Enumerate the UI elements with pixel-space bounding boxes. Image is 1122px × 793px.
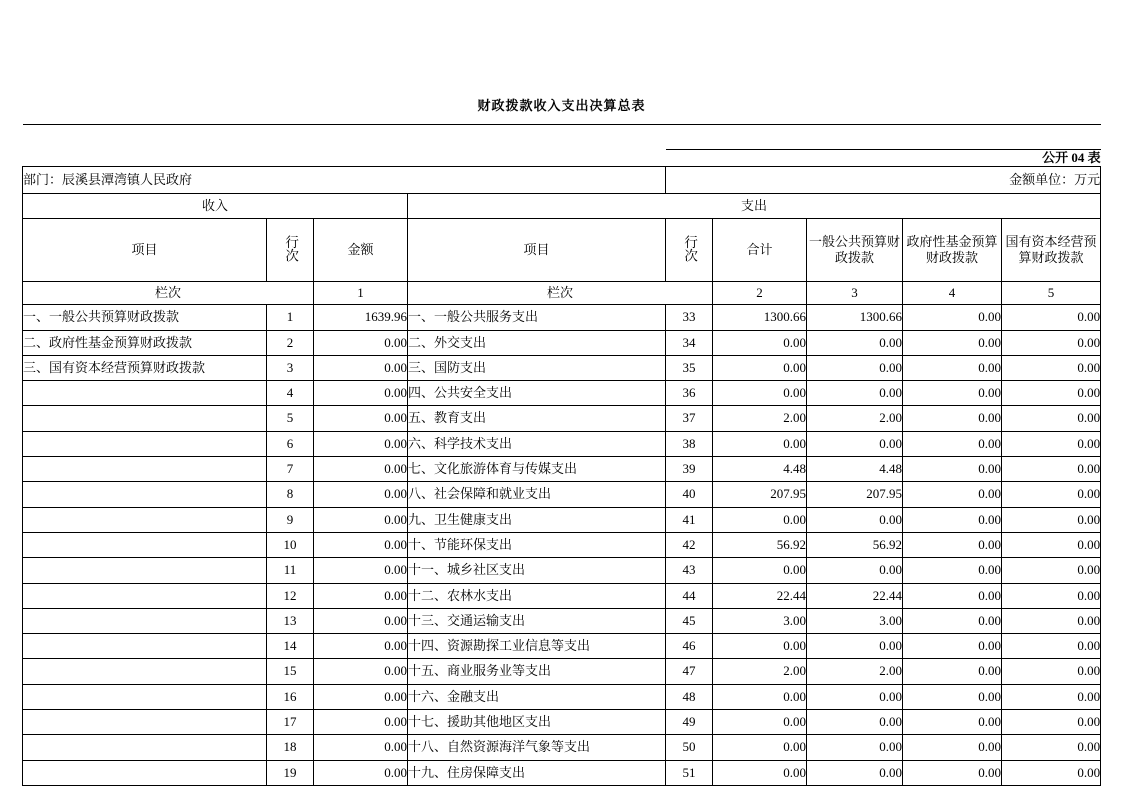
expense-rownum: 44 xyxy=(666,583,713,608)
expense-item: 十五、商业服务业等支出 xyxy=(408,659,666,684)
expense-fund: 0.00 xyxy=(903,406,1002,431)
amount-unit: 金额单位：万元 xyxy=(666,167,1101,194)
table-row xyxy=(23,381,1101,406)
group-header-row xyxy=(23,194,1101,219)
table-row xyxy=(23,583,1101,608)
header-income-amount: 金额 xyxy=(314,219,408,282)
expense-capital: 0.00 xyxy=(1002,608,1101,633)
header-income-item: 项目 xyxy=(23,219,267,282)
income-item xyxy=(23,583,267,608)
expense-total: 0.00 xyxy=(713,634,807,659)
expense-item: 十八、自然资源海洋气象等支出 xyxy=(408,735,666,760)
column-number-expense-fund: 4 xyxy=(903,282,1002,305)
table-row xyxy=(23,659,1101,684)
expense-item: 十、节能环保支出 xyxy=(408,532,666,557)
group-income: 收入 xyxy=(23,194,408,219)
expense-capital: 0.00 xyxy=(1002,330,1101,355)
expense-rownum: 35 xyxy=(666,355,713,380)
expense-total: 0.00 xyxy=(713,507,807,532)
expense-item: 十九、住房保障支出 xyxy=(408,760,666,785)
expense-general: 0.00 xyxy=(807,507,903,532)
expense-item: 四、公共安全支出 xyxy=(408,381,666,406)
column-label-right: 栏次 xyxy=(408,282,713,305)
income-rownum: 4 xyxy=(267,381,314,406)
income-item xyxy=(23,684,267,709)
expense-fund: 0.00 xyxy=(903,710,1002,735)
table-row xyxy=(23,457,1101,482)
expense-general: 3.00 xyxy=(807,608,903,633)
header-expense-rownum xyxy=(666,219,713,282)
expense-fund: 0.00 xyxy=(903,558,1002,583)
expense-total: 2.00 xyxy=(713,406,807,431)
expense-capital: 0.00 xyxy=(1002,583,1101,608)
expense-general: 0.00 xyxy=(807,431,903,456)
expense-capital: 0.00 xyxy=(1002,406,1101,431)
expense-fund: 0.00 xyxy=(903,735,1002,760)
table-row xyxy=(23,634,1101,659)
expense-rownum: 48 xyxy=(666,684,713,709)
column-number-row xyxy=(23,282,1101,305)
expense-fund: 0.00 xyxy=(903,305,1002,330)
header-expense-capital: 国有资本经营预算财政拨款 xyxy=(1002,219,1101,282)
expense-fund: 0.00 xyxy=(903,355,1002,380)
public-number-row xyxy=(23,150,1101,167)
income-amount: 1639.96 xyxy=(314,305,408,330)
income-amount: 0.00 xyxy=(314,381,408,406)
report-sheet xyxy=(22,88,1100,786)
expense-item: 十三、交通运输支出 xyxy=(408,608,666,633)
income-item: 二、政府性基金预算财政拨款 xyxy=(23,330,267,355)
expense-item: 十二、农林水支出 xyxy=(408,583,666,608)
expense-general: 0.00 xyxy=(807,355,903,380)
table-row xyxy=(23,608,1101,633)
income-amount: 0.00 xyxy=(314,532,408,557)
column-number-expense-general: 3 xyxy=(807,282,903,305)
expense-rownum: 41 xyxy=(666,507,713,532)
income-item xyxy=(23,735,267,760)
income-rownum: 19 xyxy=(267,760,314,785)
public-label-row xyxy=(23,125,1101,150)
financial-table xyxy=(22,88,1101,786)
public-table-number: 公开 04 表 xyxy=(1042,150,1101,165)
expense-fund: 0.00 xyxy=(903,457,1002,482)
expense-fund: 0.00 xyxy=(903,431,1002,456)
expense-item: 十一、城乡社区支出 xyxy=(408,558,666,583)
income-amount: 0.00 xyxy=(314,684,408,709)
department-name: 部门：辰溪县潭湾镇人民政府 xyxy=(23,167,666,194)
expense-rownum: 34 xyxy=(666,330,713,355)
expense-item: 七、文化旅游体育与传媒支出 xyxy=(408,457,666,482)
expense-total: 3.00 xyxy=(713,608,807,633)
expense-capital: 0.00 xyxy=(1002,710,1101,735)
table-row xyxy=(23,355,1101,380)
expense-item: 五、教育支出 xyxy=(408,406,666,431)
expense-item: 三、国防支出 xyxy=(408,355,666,380)
income-rownum: 9 xyxy=(267,507,314,532)
income-item xyxy=(23,532,267,557)
income-item xyxy=(23,608,267,633)
expense-rownum: 40 xyxy=(666,482,713,507)
income-amount: 0.00 xyxy=(314,558,408,583)
table-row xyxy=(23,330,1101,355)
income-rownum: 8 xyxy=(267,482,314,507)
income-item xyxy=(23,760,267,785)
expense-capital: 0.00 xyxy=(1002,684,1101,709)
column-header-row xyxy=(23,219,1101,282)
expense-rownum: 33 xyxy=(666,305,713,330)
expense-fund: 0.00 xyxy=(903,381,1002,406)
income-rownum: 16 xyxy=(267,684,314,709)
expense-general: 0.00 xyxy=(807,558,903,583)
expense-capital: 0.00 xyxy=(1002,735,1101,760)
expense-total: 0.00 xyxy=(713,558,807,583)
expense-total: 0.00 xyxy=(713,355,807,380)
expense-rownum: 38 xyxy=(666,431,713,456)
expense-capital: 0.00 xyxy=(1002,431,1101,456)
income-rownum: 12 xyxy=(267,583,314,608)
table-row xyxy=(23,406,1101,431)
expense-rownum: 45 xyxy=(666,608,713,633)
expense-total: 4.48 xyxy=(713,457,807,482)
expense-general: 2.00 xyxy=(807,406,903,431)
page-title: 财政拨款收入支出决算总表 xyxy=(23,88,1101,125)
expense-total: 0.00 xyxy=(713,735,807,760)
income-amount: 0.00 xyxy=(314,659,408,684)
expense-general: 0.00 xyxy=(807,381,903,406)
income-item xyxy=(23,710,267,735)
header-expense-item: 项目 xyxy=(408,219,666,282)
expense-general: 4.48 xyxy=(807,457,903,482)
expense-total: 2.00 xyxy=(713,659,807,684)
expense-general: 0.00 xyxy=(807,760,903,785)
expense-total: 0.00 xyxy=(713,381,807,406)
expense-total: 207.95 xyxy=(713,482,807,507)
expense-general: 0.00 xyxy=(807,634,903,659)
expense-fund: 0.00 xyxy=(903,507,1002,532)
expense-item: 十六、金融支出 xyxy=(408,684,666,709)
expense-fund: 0.00 xyxy=(903,608,1002,633)
income-rownum: 7 xyxy=(267,457,314,482)
income-rownum: 1 xyxy=(267,305,314,330)
expense-capital: 0.00 xyxy=(1002,355,1101,380)
expense-general: 207.95 xyxy=(807,482,903,507)
expense-capital: 0.00 xyxy=(1002,457,1101,482)
income-rownum: 11 xyxy=(267,558,314,583)
table-row xyxy=(23,684,1101,709)
blank-left-2 xyxy=(23,150,666,167)
expense-rownum: 36 xyxy=(666,381,713,406)
expense-fund: 0.00 xyxy=(903,482,1002,507)
expense-capital: 0.00 xyxy=(1002,381,1101,406)
expense-capital: 0.00 xyxy=(1002,507,1101,532)
expense-capital: 0.00 xyxy=(1002,305,1101,330)
income-rownum: 14 xyxy=(267,634,314,659)
income-rownum: 3 xyxy=(267,355,314,380)
column-label-left: 栏次 xyxy=(23,282,314,305)
income-item xyxy=(23,457,267,482)
expense-fund: 0.00 xyxy=(903,760,1002,785)
blank-left-1 xyxy=(23,125,666,150)
table-row xyxy=(23,431,1101,456)
expense-rownum: 46 xyxy=(666,634,713,659)
expense-general: 22.44 xyxy=(807,583,903,608)
header-expense-total: 合计 xyxy=(713,219,807,282)
column-number-expense-total: 2 xyxy=(713,282,807,305)
income-item xyxy=(23,659,267,684)
income-rownum: 10 xyxy=(267,532,314,557)
income-amount: 0.00 xyxy=(314,457,408,482)
expense-item: 一、一般公共服务支出 xyxy=(408,305,666,330)
income-item xyxy=(23,634,267,659)
income-amount: 0.00 xyxy=(314,735,408,760)
income-item xyxy=(23,482,267,507)
table-row xyxy=(23,710,1101,735)
expense-item: 六、科学技术支出 xyxy=(408,431,666,456)
income-amount: 0.00 xyxy=(314,608,408,633)
expense-fund: 0.00 xyxy=(903,330,1002,355)
expense-rownum: 37 xyxy=(666,406,713,431)
expense-total: 0.00 xyxy=(713,431,807,456)
expense-rownum: 43 xyxy=(666,558,713,583)
expense-total: 22.44 xyxy=(713,583,807,608)
expense-total: 56.92 xyxy=(713,532,807,557)
expense-capital: 0.00 xyxy=(1002,482,1101,507)
income-amount: 0.00 xyxy=(314,431,408,456)
expense-item: 八、社会保障和就业支出 xyxy=(408,482,666,507)
expense-capital: 0.00 xyxy=(1002,532,1101,557)
expense-fund: 0.00 xyxy=(903,532,1002,557)
table-row xyxy=(23,558,1101,583)
income-rownum: 15 xyxy=(267,659,314,684)
expense-total: 0.00 xyxy=(713,684,807,709)
expense-fund: 0.00 xyxy=(903,659,1002,684)
income-item xyxy=(23,406,267,431)
expense-rownum: 42 xyxy=(666,532,713,557)
column-number-expense-capital: 5 xyxy=(1002,282,1101,305)
income-item xyxy=(23,558,267,583)
income-item xyxy=(23,507,267,532)
header-expense-general: 一般公共预算财政拨款 xyxy=(807,219,903,282)
expense-rownum: 51 xyxy=(666,760,713,785)
table-row xyxy=(23,735,1101,760)
expense-total: 1300.66 xyxy=(713,305,807,330)
table-row xyxy=(23,482,1101,507)
expense-capital: 0.00 xyxy=(1002,558,1101,583)
income-item: 三、国有资本经营预算财政拨款 xyxy=(23,355,267,380)
expense-rownum: 47 xyxy=(666,659,713,684)
column-number-income-amount: 1 xyxy=(314,282,408,305)
expense-rownum: 39 xyxy=(666,457,713,482)
income-amount: 0.00 xyxy=(314,710,408,735)
income-rownum: 13 xyxy=(267,608,314,633)
income-item xyxy=(23,431,267,456)
expense-capital: 0.00 xyxy=(1002,760,1101,785)
table-row xyxy=(23,532,1101,557)
header-expense-rownum-text: 行次 xyxy=(682,234,698,262)
expense-capital: 0.00 xyxy=(1002,659,1101,684)
header-income-rownum xyxy=(267,219,314,282)
income-amount: 0.00 xyxy=(314,583,408,608)
income-item xyxy=(23,381,267,406)
title-row xyxy=(23,88,1101,125)
expense-general: 0.00 xyxy=(807,735,903,760)
income-rownum: 18 xyxy=(267,735,314,760)
group-expense: 支出 xyxy=(408,194,1101,219)
income-amount: 0.00 xyxy=(314,406,408,431)
income-amount: 0.00 xyxy=(314,482,408,507)
expense-general: 0.00 xyxy=(807,710,903,735)
income-amount: 0.00 xyxy=(314,634,408,659)
table-row xyxy=(23,760,1101,785)
expense-rownum: 49 xyxy=(666,710,713,735)
expense-rownum: 50 xyxy=(666,735,713,760)
expense-item: 十四、资源勘探工业信息等支出 xyxy=(408,634,666,659)
expense-total: 0.00 xyxy=(713,710,807,735)
department-row xyxy=(23,167,1101,194)
expense-item: 九、卫生健康支出 xyxy=(408,507,666,532)
income-rownum: 6 xyxy=(267,431,314,456)
income-rownum: 17 xyxy=(267,710,314,735)
income-amount: 0.00 xyxy=(314,507,408,532)
income-amount: 0.00 xyxy=(314,760,408,785)
income-rownum: 5 xyxy=(267,406,314,431)
expense-general: 2.00 xyxy=(807,659,903,684)
expense-general: 1300.66 xyxy=(807,305,903,330)
header-income-rownum-text: 行次 xyxy=(283,234,299,262)
expense-fund: 0.00 xyxy=(903,684,1002,709)
expense-fund: 0.00 xyxy=(903,583,1002,608)
expense-general: 56.92 xyxy=(807,532,903,557)
income-amount: 0.00 xyxy=(314,355,408,380)
income-amount: 0.00 xyxy=(314,330,408,355)
table-row xyxy=(23,305,1101,330)
expense-item: 二、外交支出 xyxy=(408,330,666,355)
expense-total: 0.00 xyxy=(713,330,807,355)
income-item: 一、一般公共预算财政拨款 xyxy=(23,305,267,330)
expense-general: 0.00 xyxy=(807,684,903,709)
header-expense-fund: 政府性基金预算财政拨款 xyxy=(903,219,1002,282)
income-rownum: 2 xyxy=(267,330,314,355)
expense-total: 0.00 xyxy=(713,760,807,785)
table-row xyxy=(23,507,1101,532)
expense-capital: 0.00 xyxy=(1002,634,1101,659)
expense-item: 十七、援助其他地区支出 xyxy=(408,710,666,735)
expense-fund: 0.00 xyxy=(903,634,1002,659)
expense-general: 0.00 xyxy=(807,330,903,355)
